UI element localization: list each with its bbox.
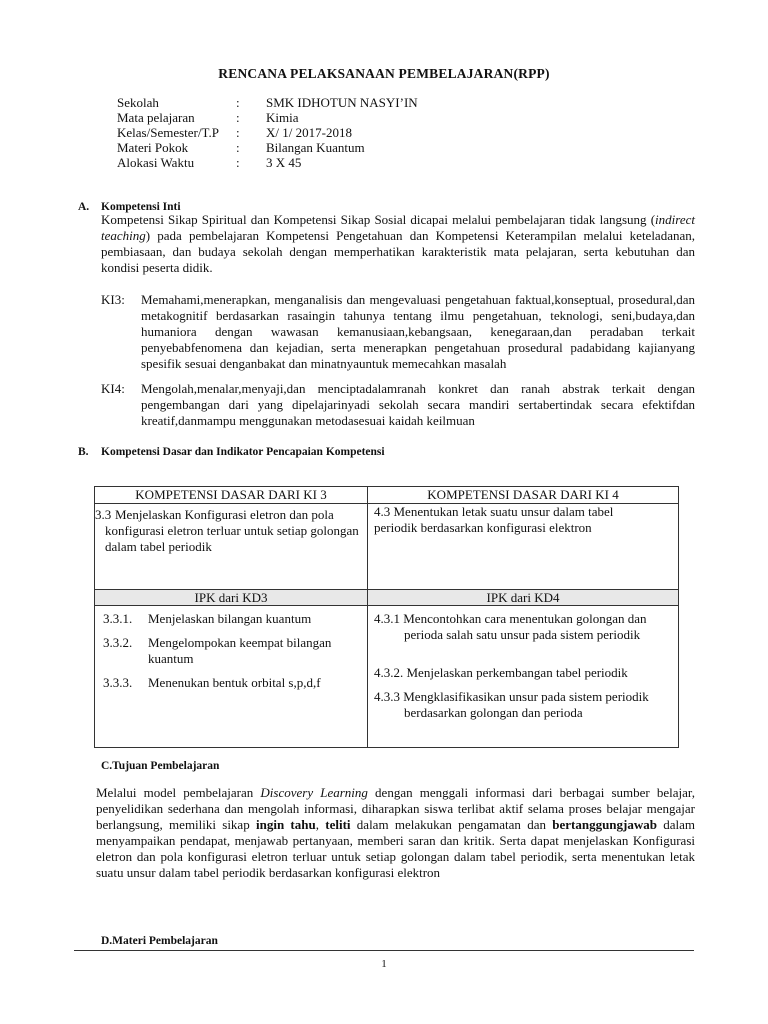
ipk4-item xyxy=(374,611,658,665)
ipk3-item xyxy=(103,611,357,635)
kd3-cell xyxy=(95,504,368,590)
section-d-heading: D.Materi Pembelajaran xyxy=(101,935,218,947)
ipk-text: Mengelompokan keempat bilangan kuantum xyxy=(148,635,332,666)
ipk3-item xyxy=(103,635,357,675)
ipk-number: 4.3.1 xyxy=(374,611,400,626)
ipk-text: Mengklasifikasikan unsur pada sistem periodik berdasarkan golongan dan perioda xyxy=(403,689,649,720)
document-title: RENCANA PELAKSANAAN PEMBELAJARAN(RPP) xyxy=(218,66,550,81)
kd3-number: 3.3 xyxy=(95,507,112,522)
section-c-heading: C.Tujuan Pembelajaran xyxy=(101,760,220,772)
meta-value: SMK IDHOTUN NASYI’IN xyxy=(266,95,418,110)
paragraph-text: dengan menggali informasi dari berbagai sumber belajar, penyelidikan sederhana dan mengolah informasi, diharapkan siswa terlibat aktif selama proses belajar mengajar berlangsung, memiliki sikap xyxy=(96,785,695,832)
kd4-text: 4.3 Menentukan letak suatu unsur dalam tabel periodik berdasarkan konfigurasi elektron xyxy=(374,504,614,535)
ipk3-item xyxy=(103,675,357,699)
page-number: 1 xyxy=(381,958,387,970)
paragraph-italic: Discovery Learning xyxy=(260,785,368,800)
ipk-text: Menjelaskan perkembangan tabel periodik xyxy=(406,665,628,680)
ki4-text: Mengolah,menalar,menyaji,dan menciptadalamranah konkret dan ranah abstrak terkait dengan pengembangan dari yang dipelajarinyadi sekolah secara mandiri sertabertindak secara efektifdan kreatif,danmampu menggunakan metodasesuai kaidah keilmuan xyxy=(141,381,695,428)
section-c-paragraph xyxy=(96,785,695,881)
meta-label: Alokasi Waktu xyxy=(117,155,195,170)
section-letter: A. xyxy=(78,201,90,213)
intro-text: ) pada pembelajaran Kompetensi Pengetahuan dan Kompetensi Keterampilan melalui keteladanan, pembiasaan, dan budaya sekolah dengan memperhatikan karakteristik mata pelajaran, serta kebutuhan dan kondisi peserta didik. xyxy=(101,228,695,275)
ipk-text: Menenukan bentuk orbital s,p,d,f xyxy=(148,675,321,690)
paragraph-bold: ingin tahu xyxy=(255,817,316,832)
paragraph-text: Melalui model pembelajaran xyxy=(96,785,261,800)
competency-table xyxy=(94,486,679,748)
ipk-number: 3.3.1. xyxy=(103,611,133,626)
meta-value: Bilangan Kuantum xyxy=(266,140,365,155)
meta-label: Materi Pokok xyxy=(117,140,189,155)
ipk4-cell xyxy=(368,606,679,748)
ipk-header-kd4: IPK dari KD4 xyxy=(368,590,679,606)
table-header-ki3: KOMPETENSI DASAR DARI KI 3 xyxy=(95,487,368,504)
table-header-ki4: KOMPETENSI DASAR DARI KI 4 xyxy=(368,487,679,504)
paragraph-bold: teliti xyxy=(325,817,351,832)
section-title: Kompetensi Dasar dan Indikator Pencapaian Kompetensi xyxy=(101,446,385,458)
meta-colon: : xyxy=(236,110,240,125)
section-letter: B. xyxy=(78,446,89,458)
intro-text: Kompetensi Sikap Spiritual dan Kompetensi Sikap Sosial dicapai melalui pembelajaran tidak langsung ( xyxy=(101,212,656,227)
kd4-cell xyxy=(368,504,679,590)
ipk-text: Menjelaskan bilangan kuantum xyxy=(148,611,312,626)
meta-label: Sekolah xyxy=(117,95,159,110)
ki3-text: Memahami,menerapkan, menganalisis dan mengevaluasi pengetahuan faktual,konseptual, prosedural,dan metakognitif berdasarkan rasaingin tahunya tentang ilmu pengetahuan, teknologi, seni,budaya,dan humaniora dengan wawasan kemanusiaan,kebangsaan, kenegaraan,dan peradaban terkait penyebabfenomena dan kejadian, serta menerapkan pengetahuan prosedural padabidang kajianyang spesifik sesuai denganbakat dan minatnyauntuk memecahkan masalah xyxy=(141,292,695,371)
section-a-intro xyxy=(101,212,695,276)
footer-divider xyxy=(74,950,694,951)
meta-colon: : xyxy=(236,95,240,110)
ipk-number: 4.3.2. xyxy=(374,665,404,680)
paragraph-bold: bertanggungjawab xyxy=(552,817,657,832)
kd3-text: Menjelaskan Konfigurasi eletron dan pola konfigurasi eletron terluar untuk setiap golongan dalam tabel periodik xyxy=(105,507,359,554)
ipk-text: Mencontohkan cara menentukan golongan dan perioda salah satu unsur pada sistem periodik xyxy=(403,611,647,642)
meta-colon: : xyxy=(236,140,240,155)
ipk-header-kd3: IPK dari KD3 xyxy=(95,590,368,606)
meta-value: 3 X 45 xyxy=(266,155,302,170)
meta-label: Mata pelajaran xyxy=(117,110,195,125)
ki4-label: KI4: xyxy=(101,381,125,396)
meta-colon: : xyxy=(236,155,240,170)
ipk4-item xyxy=(374,665,658,689)
paragraph-text: dalam menyampaikan pendapat, menjawab pertanyaan, memberi saran dan kritik. Serta dapat menjelaskan Konfigurasi eletron dan pola konfigurasi eletron terluar untuk setiap golongan dalam tabel periodik, serta menentukan letak suatu unsur dalam tabel periodik berdasarkan konfigurasi elektron xyxy=(96,817,696,880)
meta-value: Kimia xyxy=(266,110,299,125)
paragraph-text: , xyxy=(315,817,326,832)
intro-italic: indirect teaching xyxy=(101,212,695,243)
ipk3-cell xyxy=(95,606,368,748)
meta-label: Kelas/Semester/T.P xyxy=(117,125,219,140)
meta-value: X/ 1/ 2017-2018 xyxy=(266,125,352,140)
section-title: Kompetensi Inti xyxy=(101,201,181,213)
ki3-label: KI3: xyxy=(101,292,125,307)
ipk-number: 4.3.3 xyxy=(374,689,400,704)
ipk-number: 3.3.3. xyxy=(103,675,133,690)
ipk-number: 3.3.2. xyxy=(103,635,133,650)
paragraph-text: dalam melakukan pengamatan dan xyxy=(350,817,553,832)
meta-colon: : xyxy=(236,125,240,140)
ipk4-item xyxy=(374,689,658,725)
